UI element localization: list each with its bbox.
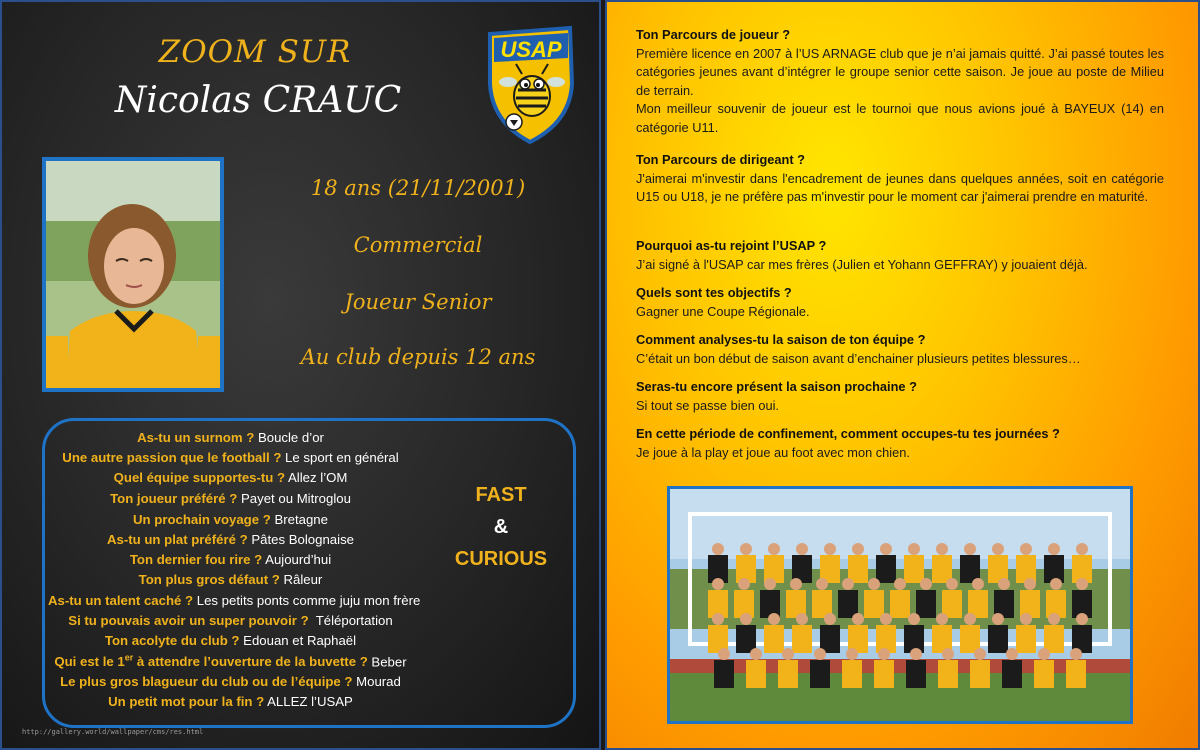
team-player-head — [764, 578, 776, 590]
team-player-jersey — [746, 660, 766, 688]
team-player-jersey — [764, 625, 784, 653]
team-player-jersey — [1020, 590, 1040, 618]
interview-question: Ton Parcours de joueur ? — [636, 27, 791, 42]
team-player-jersey — [970, 660, 990, 688]
fast-curious-item — [48, 532, 413, 547]
team-player-head — [894, 578, 906, 590]
interview-question: En cette période de confinement, comment occupes-tu tes journées ? — [636, 426, 1060, 441]
team-player-head — [740, 613, 752, 625]
fast-curious-question: As-tu un surnom ? — [137, 430, 255, 445]
team-player-jersey — [876, 555, 896, 583]
team-player-jersey — [1034, 660, 1054, 688]
team-player-head — [852, 543, 864, 555]
interview-answer: Je joue à la play et joue au foot avec mon chien. — [636, 444, 910, 460]
team-photo-image — [670, 489, 1130, 721]
player-photo-image — [46, 161, 220, 388]
team-player-head — [880, 543, 892, 555]
interview-block — [636, 331, 1164, 368]
fast-curious-item — [48, 674, 413, 689]
fast-curious-answer: Boucle d’or — [254, 430, 324, 445]
team-player-jersey — [714, 660, 734, 688]
fast-curious-answer: Beber — [367, 654, 407, 670]
team-player-head — [964, 613, 976, 625]
team-player-head — [908, 613, 920, 625]
usap-logo-text: USAP — [500, 37, 562, 62]
team-player-head — [1038, 648, 1050, 660]
team-player-head — [1076, 543, 1088, 555]
team-player-head — [1076, 613, 1088, 625]
question-superscript: er — [124, 653, 134, 663]
interview-block — [636, 237, 1164, 274]
team-player-jersey — [906, 660, 926, 688]
team-player-head — [852, 613, 864, 625]
team-player-jersey — [792, 625, 812, 653]
team-player-head — [712, 613, 724, 625]
team-photo — [667, 486, 1133, 724]
interview-block — [636, 151, 1164, 207]
fast-curious-item — [48, 470, 413, 485]
fast-curious-item — [48, 572, 413, 587]
team-player-head — [974, 648, 986, 660]
team-player-jersey — [838, 590, 858, 618]
interview-question: Comment analyses-tu la saison de ton équipe ? — [636, 332, 926, 347]
team-player-jersey — [942, 590, 962, 618]
fast-curious-item — [48, 552, 413, 567]
team-player-head — [824, 543, 836, 555]
interview-answer: Si tout se passe bien oui. — [636, 397, 779, 413]
team-player-jersey — [848, 555, 868, 583]
team-player-jersey — [988, 625, 1008, 653]
team-player-head — [878, 648, 890, 660]
fast-curious-question: Quel équipe supportes-tu ? — [113, 470, 286, 485]
interview-block — [636, 284, 1164, 321]
player-club-years: Au club depuis 12 ans — [300, 345, 536, 369]
fast-curious-question — [54, 654, 367, 669]
team-player-head — [1020, 543, 1032, 555]
team-player-head — [1006, 648, 1018, 660]
fast-curious-item — [48, 593, 421, 608]
team-player-jersey — [1002, 660, 1022, 688]
fast-curious-answer: Les petits ponts comme juju mon frère — [193, 593, 421, 608]
team-player-head — [1020, 613, 1032, 625]
fast-curious-answer: Aujourd’hui — [262, 552, 332, 567]
team-player-jersey — [760, 590, 780, 618]
interview-answer: J'aimerai m'investir dans l'encadrement de jeunes dans quelques années, soit en catégorie U15 ou U18, je ne préfère pas m'investir pour le moment car j'aimerai prendre en maturité. — [636, 170, 1164, 205]
fast-label: FAST — [475, 484, 527, 506]
interview-answer: Mon meilleur souvenir de joueur est le tournoi que nous avions joué à BAYEUX (14) en catégorie U11. — [636, 101, 1164, 135]
fast-curious-answer: Mourad — [352, 674, 401, 689]
team-player-head — [942, 648, 954, 660]
team-player-head — [998, 578, 1010, 590]
team-player-head — [1048, 613, 1060, 625]
fast-curious-answer: Pâtes Bolognaise — [247, 532, 354, 547]
team-player-jersey — [736, 625, 756, 653]
team-player-jersey — [960, 625, 980, 653]
team-player-jersey — [938, 660, 958, 688]
team-player-head — [910, 648, 922, 660]
team-player-head — [868, 578, 880, 590]
team-player-head — [796, 613, 808, 625]
team-player-head — [718, 648, 730, 660]
fast-curious-answer: Edouan et Raphaël — [239, 633, 357, 648]
team-player-head — [768, 613, 780, 625]
team-player-head — [1048, 543, 1060, 555]
player-job: Commercial — [353, 233, 483, 257]
team-player-jersey — [810, 660, 830, 688]
fast-curious-question: Ton dernier fou rire ? — [129, 552, 263, 567]
ampersand-label: & — [493, 516, 509, 538]
team-player-head — [880, 613, 892, 625]
team-player-head — [740, 543, 752, 555]
interview-answer: Gagner une Coupe Régionale. — [636, 303, 810, 319]
watermark: http://gallery.world/wallpaper/cms/res.html — [22, 728, 204, 736]
fast-curious-answer: Bretagne — [270, 512, 328, 527]
fast-curious-question: Ton acolyte du club ? — [104, 633, 240, 648]
fast-curious-answer: Râleur — [279, 572, 323, 587]
player-age: 18 ans (21/11/2001) — [310, 176, 526, 200]
team-player-jersey — [1016, 555, 1036, 583]
fast-curious-item — [48, 653, 413, 669]
interview-answer: J’ai signé à l'USAP car mes frères (Julien et Yohann GEFFRAY) y jouaient déjà. — [636, 256, 1088, 272]
fast-curious-answer: Le sport en général — [281, 450, 399, 465]
question-part: Qui est le 1 — [54, 654, 125, 670]
team-player-jersey — [864, 590, 884, 618]
team-player-head — [992, 613, 1004, 625]
interview-block — [636, 425, 1164, 462]
team-player-head — [1024, 578, 1036, 590]
fast-curious-item — [48, 694, 413, 709]
fast-curious-item — [48, 491, 413, 506]
fast-curious-question: Le plus gros blagueur du club ou de l’équipe ? — [60, 674, 353, 689]
team-player-head — [920, 578, 932, 590]
team-player-head — [972, 578, 984, 590]
question-part: à attendre l’ouverture de la buvette ? — [133, 654, 368, 670]
fast-curious-question: As-tu un plat préféré ? — [107, 532, 248, 547]
team-player-head — [992, 543, 1004, 555]
fast-curious-question: Si tu pouvais avoir un super pouvoir ? — [68, 613, 309, 628]
fast-curious-item — [48, 512, 413, 527]
team-player-jersey — [842, 660, 862, 688]
team-player-head — [768, 543, 780, 555]
team-player-head — [712, 578, 724, 590]
interview-block — [636, 378, 1164, 415]
fast-curious-item — [48, 450, 413, 465]
fast-curious-answer: Téléportation — [308, 613, 393, 628]
fast-curious-item — [48, 633, 413, 648]
fast-curious-question: Un prochain voyage ? — [133, 512, 271, 527]
team-player-jersey — [1044, 625, 1064, 653]
interview-answer: C’était un bon début de saison avant d’enchainer plusieurs petites blessures… — [636, 350, 1081, 366]
usap-logo — [484, 24, 576, 146]
fast-curious-answer: ALLEZ l’USAP — [264, 694, 353, 709]
team-player-head — [1050, 578, 1062, 590]
zoom-title: ZOOM SUR — [158, 34, 352, 70]
team-player-head — [964, 543, 976, 555]
interview-question: Seras-tu encore présent la saison prochaine ? — [636, 379, 917, 394]
fast-curious-question: Ton plus gros défaut ? — [138, 572, 280, 587]
team-player-jersey — [874, 660, 894, 688]
team-player-head — [738, 578, 750, 590]
team-player-head — [946, 578, 958, 590]
fast-curious-answer: Allez l’OM — [285, 470, 348, 485]
team-player-jersey — [764, 555, 784, 583]
team-player-head — [796, 543, 808, 555]
fast-curious-question: Une autre passion que le football ? — [62, 450, 282, 465]
fast-curious-question: Ton joueur préféré ? — [110, 491, 238, 506]
player-role: Joueur Senior — [344, 290, 492, 314]
team-player-jersey — [1016, 625, 1036, 653]
team-player-head — [1070, 648, 1082, 660]
player-photo — [42, 157, 224, 392]
team-player-jersey — [1066, 660, 1086, 688]
team-player-jersey — [820, 625, 840, 653]
interview-answer: Première licence en 2007 à l’US ARNAGE club que je n’ai jamais quitté. J’ai passé toutes les catégories jeunes avant d’intégrer le groupe senior cette saison. Je joue au poste de Milieu de terrain. — [636, 45, 1164, 98]
interview-question: Ton Parcours de dirigeant ? — [636, 152, 805, 167]
fast-curious-question: Un petit mot pour la fin ? — [108, 694, 265, 709]
curious-label: CURIOUS — [454, 548, 548, 570]
team-player-head — [1076, 578, 1088, 590]
team-player-head — [824, 613, 836, 625]
fast-curious-item — [48, 430, 413, 445]
team-player-head — [816, 578, 828, 590]
interview-question: Pourquoi as-tu rejoint l’USAP ? — [636, 238, 827, 253]
team-player-head — [936, 543, 948, 555]
team-player-jersey — [890, 590, 910, 618]
fast-curious-item — [48, 613, 413, 628]
team-player-head — [936, 613, 948, 625]
team-player-jersey — [932, 555, 952, 583]
fast-curious-answer: Payet ou Mitroglou — [237, 491, 351, 506]
fast-curious-question: As-tu un talent caché ? — [48, 593, 194, 608]
team-player-head — [814, 648, 826, 660]
team-player-head — [750, 648, 762, 660]
team-player-jersey — [904, 555, 924, 583]
team-player-head — [908, 543, 920, 555]
team-player-head — [846, 648, 858, 660]
interview-question: Quels sont tes objectifs ? — [636, 285, 792, 300]
interview-block — [636, 26, 1164, 138]
team-player-head — [782, 648, 794, 660]
team-player-head — [842, 578, 854, 590]
team-player-head — [790, 578, 802, 590]
team-player-jersey — [778, 660, 798, 688]
team-player-jersey — [916, 590, 936, 618]
player-name: Nicolas CRAUC — [114, 80, 402, 121]
team-player-head — [712, 543, 724, 555]
